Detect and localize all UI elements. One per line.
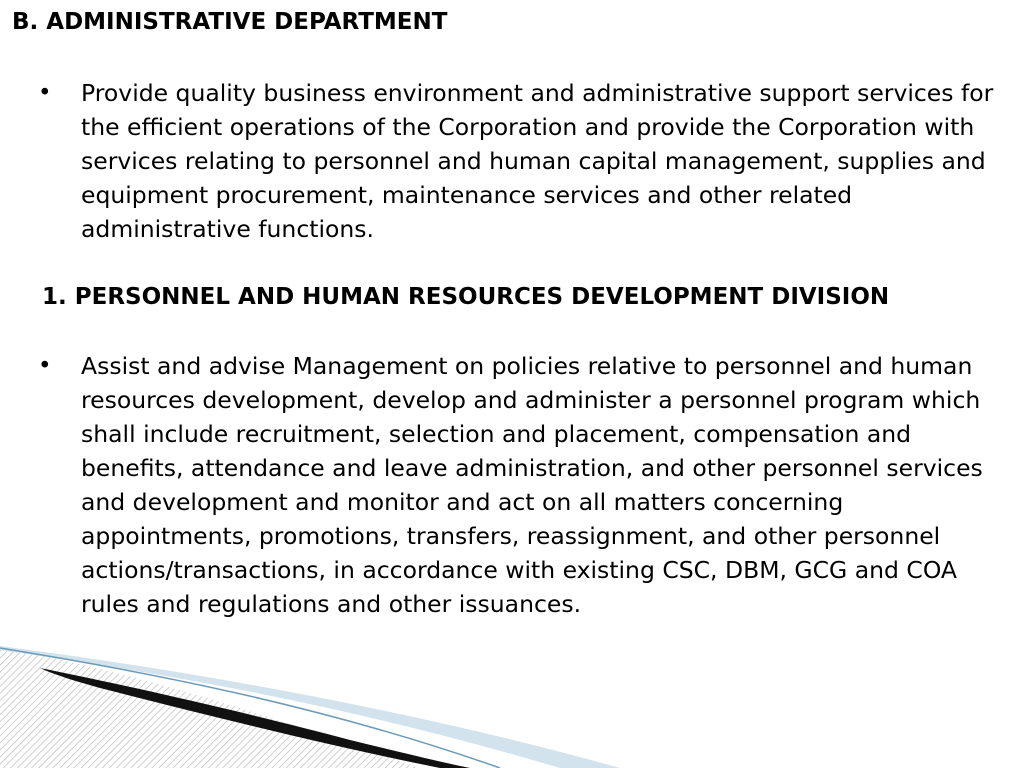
hatched-corner-shape bbox=[0, 648, 420, 768]
division-description bbox=[38, 349, 1008, 621]
bullet-icon: • bbox=[38, 353, 52, 379]
division-heading: 1. PERSONNEL AND HUMAN RESOURCES DEVELOPMENT DIVISION bbox=[42, 284, 890, 310]
wave-accent-line bbox=[0, 648, 500, 768]
department-description bbox=[38, 76, 1008, 246]
bullet-icon: • bbox=[38, 80, 52, 106]
bullet-item bbox=[38, 349, 1008, 621]
bullet-item bbox=[38, 76, 1008, 246]
bullet-text: Assist and advise Management on policies relative to personnel and human resources development, develop and administer a personnel program which shall include recruitment, selection and placement, compensation and benefits, attendance and leave administration, and other personnel services and development and monitor and act on all matters concerning appointments, promotions, transfers, reassignment, and other personnel actions/transactions, in accordance with existing CSC, DBM, GCG and COA rules and regulations and other issuances. bbox=[81, 352, 983, 618]
dark-wave-swoosh bbox=[40, 668, 470, 768]
light-wave-band bbox=[0, 646, 620, 768]
bullet-text: Provide quality business environment and administrative support services for the efficient operations of the Corporation and provide the Corporation with services relating to personnel and human capital management, supplies and equipment procurement, maintenance services and other related administrative functions. bbox=[81, 79, 994, 243]
department-heading: B. ADMINISTRATIVE DEPARTMENT bbox=[12, 9, 448, 35]
